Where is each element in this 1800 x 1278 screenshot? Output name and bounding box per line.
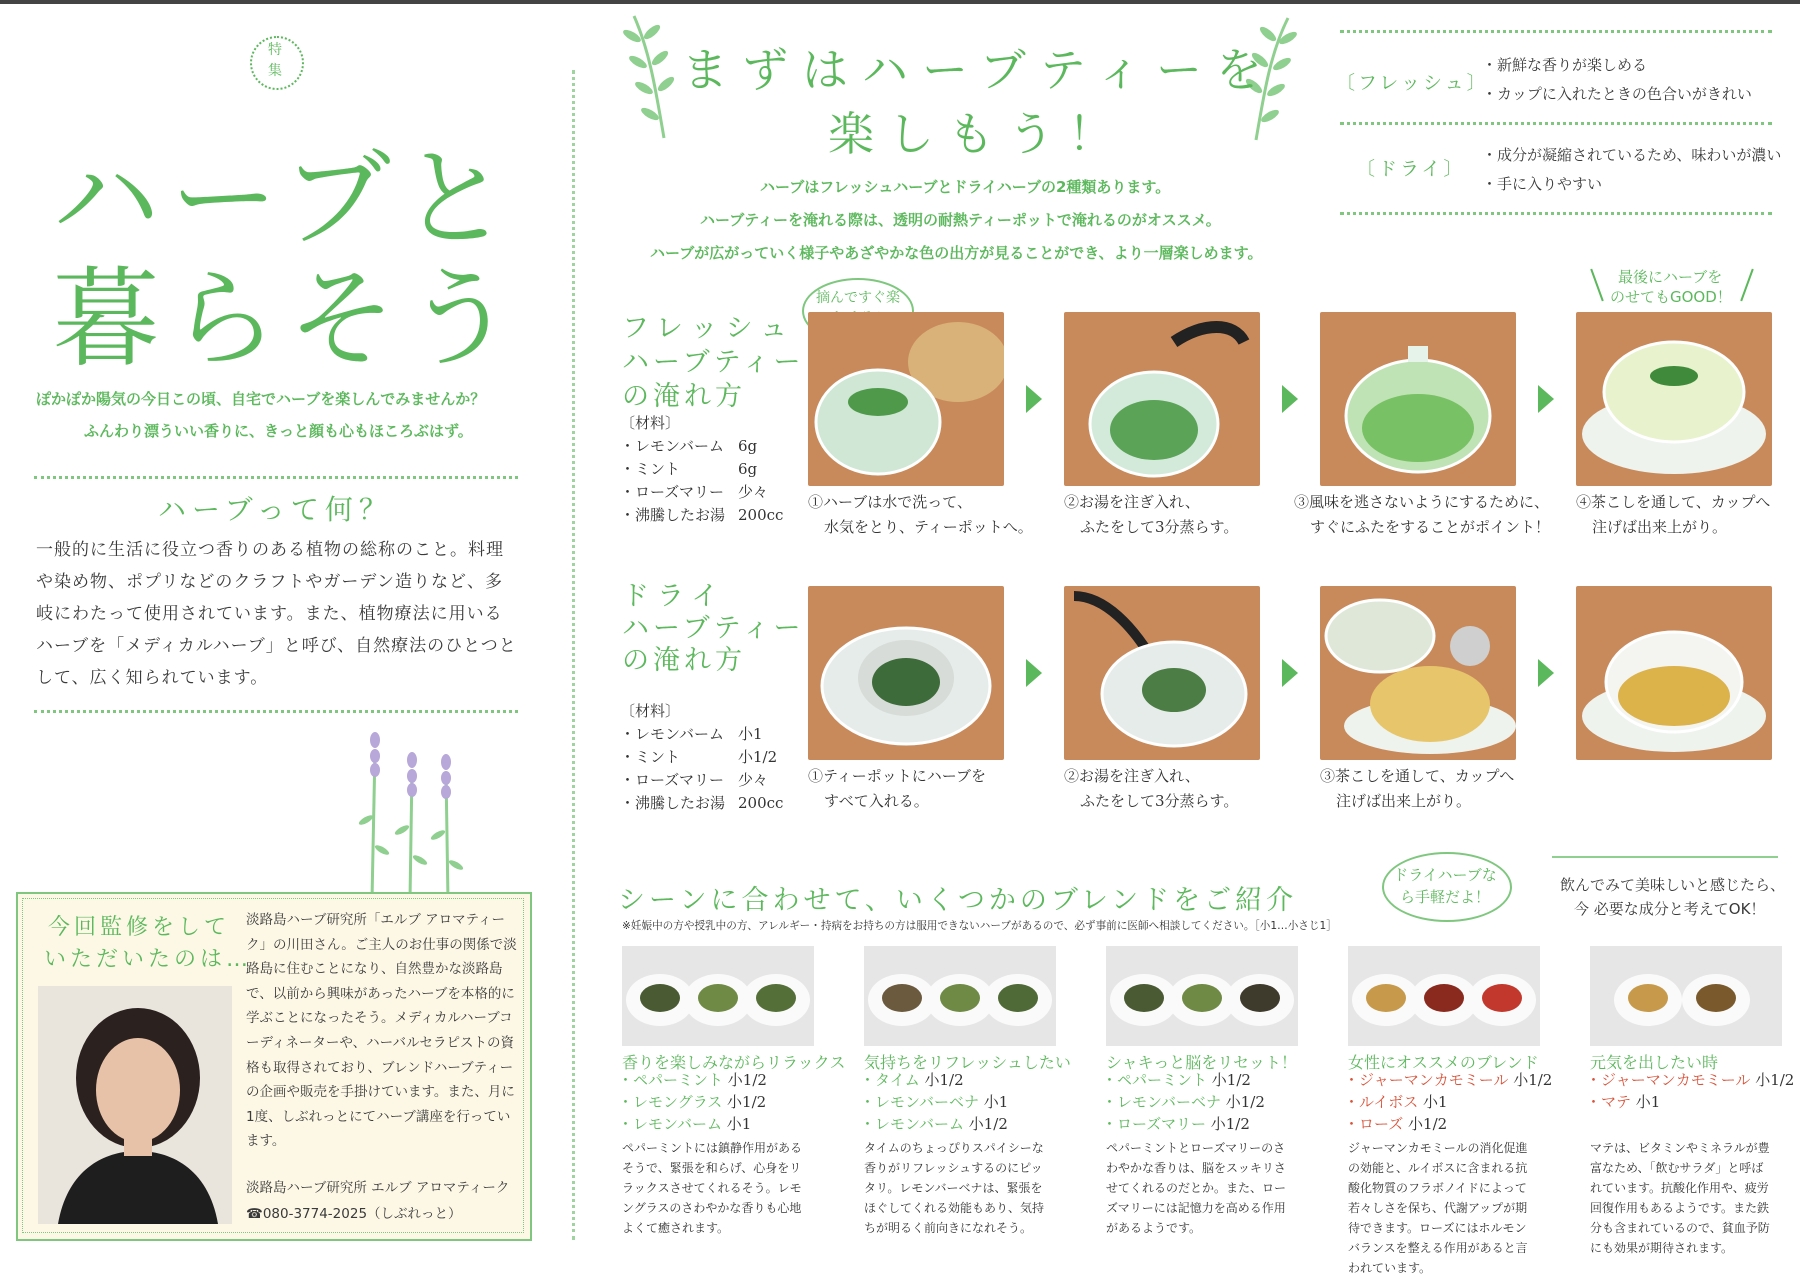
caption-line: すぐにふたをすることがポイント！ bbox=[1310, 518, 1551, 536]
dry-type-label: 〔ドライ〕 bbox=[1356, 158, 1466, 180]
blend4-title: 女性にオススメのブレンド bbox=[1348, 1053, 1539, 1072]
lead-line2: ふんわり漂ういい香りに、きっと顔も心もほころぶはず。 bbox=[84, 422, 473, 440]
materials-label: 〔材料〕 bbox=[620, 702, 681, 720]
tip-top-rule bbox=[1552, 856, 1778, 858]
main-title-line2: 暮らそう bbox=[52, 257, 525, 382]
dry-section-title-line2: ハーブティー bbox=[622, 613, 805, 644]
types-mid-divider bbox=[1340, 122, 1772, 125]
herb-line: ・ペパーミント 小1/2 bbox=[618, 1071, 767, 1089]
blend1-photo bbox=[622, 946, 814, 1046]
herb-line: ・ローズ 小1/2 bbox=[1344, 1115, 1448, 1133]
types-top-divider bbox=[1340, 30, 1772, 33]
blend3-herbs bbox=[1102, 1069, 1265, 1135]
material-item: ・沸騰したお湯 200cc bbox=[620, 506, 784, 524]
step-arrow-icon bbox=[1026, 659, 1042, 687]
dry-step2-caption bbox=[1064, 764, 1238, 814]
blend1-title: 香りを楽しみながらリラックス bbox=[622, 1053, 846, 1072]
fresh-step3-photo bbox=[1320, 312, 1516, 486]
dry-step4-photo bbox=[1576, 586, 1772, 760]
blend4-herbs bbox=[1344, 1069, 1552, 1135]
fresh-step2-photo bbox=[1064, 312, 1260, 486]
fresh-type-point2: ・カップに入れたときの色合いがきれい bbox=[1482, 85, 1752, 103]
fresh-materials bbox=[620, 412, 790, 527]
blend4-description: ジャーマンカモミールの消化促進の効能と、ルイボスに含まれる抗酸化物質のフラボノイドによって若々しさを保ち、代謝アップが期待できます。ローズにはホルモンバランスを整える作用があると言われています。 bbox=[1348, 1141, 1528, 1275]
material-item: ・レモンバーム 小1 bbox=[620, 725, 763, 743]
caption-line: ③茶こしを通して、カップへ bbox=[1320, 767, 1515, 785]
fresh-type-point1: ・新鮮な香りが楽しめる bbox=[1482, 56, 1648, 74]
fresh-step4-photo bbox=[1576, 312, 1772, 486]
material-item: ・沸騰したお湯 200cc bbox=[620, 794, 784, 812]
herb-line: ・ジャーマンカモミール 小1/2 bbox=[1586, 1071, 1795, 1089]
blend4-photo bbox=[1348, 946, 1540, 1046]
step-arrow-icon bbox=[1538, 659, 1554, 687]
dry-type-point2: ・手に入りやすい bbox=[1482, 175, 1603, 193]
blend1-herbs bbox=[618, 1069, 767, 1135]
blend1-description: ペパーミントには鎮静作用があるそうで、緊張を和らげ、心身をリラックスさせてくれるそう。レモングラスのさわやかな香りも心地よくて癒されます。 bbox=[622, 1141, 803, 1235]
blend2-photo bbox=[864, 946, 1056, 1046]
divider bbox=[34, 476, 518, 479]
herb-line: ・ペパーミント 小1/2 bbox=[1102, 1071, 1251, 1089]
blend5-herbs bbox=[1586, 1069, 1794, 1113]
blend3-photo bbox=[1106, 946, 1298, 1046]
dry-materials bbox=[620, 700, 790, 815]
tip-line2: 今 必要な成分と考えてOK！ bbox=[1574, 900, 1766, 918]
herb-line: ・ルイボス 小1 bbox=[1344, 1093, 1448, 1111]
step-arrow-icon bbox=[1282, 659, 1298, 687]
caption-line: 注げば出来上がり。 bbox=[1592, 518, 1728, 536]
herb-sprig-left-icon bbox=[620, 12, 680, 142]
blend2-herbs bbox=[860, 1069, 1008, 1135]
fresh-type-label: 〔フレッシュ〕 bbox=[1336, 72, 1489, 94]
dry-step2-photo bbox=[1064, 586, 1260, 760]
profile-photo bbox=[38, 986, 232, 1224]
dry-section-title-line1: ドライ bbox=[622, 581, 727, 612]
material-item: ・ミント 6g bbox=[620, 460, 758, 478]
herb-line: ・レモンバーム 小1/2 bbox=[860, 1115, 1008, 1133]
blend5-title: 元気を出したい時 bbox=[1590, 1053, 1719, 1072]
herb-line: ・ローズマリー 小1/2 bbox=[1102, 1115, 1250, 1133]
column-divider bbox=[572, 70, 575, 1240]
blend5-description: マテは、ビタミンやミネラルが豊富なため、「飲むサラダ」と呼ばれています。抗酸化作用や、疲労回復作用もあるようです。また鉄分も含まれているので、貧血予防にも効果が期待されます。 bbox=[1590, 1141, 1770, 1255]
fresh-callout-line1: 最後にハーブを bbox=[1618, 268, 1723, 286]
blends-heading: シーンに合わせて、いくつかのブレンドをご紹介 bbox=[618, 885, 1298, 916]
fresh-step4-caption bbox=[1576, 490, 1770, 540]
fresh-section-title-line1: フレッシュ bbox=[622, 313, 796, 344]
header-title-line2: 楽しもう！ bbox=[828, 107, 1128, 161]
caption-line: すべて入れる。 bbox=[824, 792, 929, 810]
caption-line: 水気をとり、ティーポットへ。 bbox=[824, 518, 1033, 536]
header-title-line1: まずはハーブティーを bbox=[682, 43, 1277, 97]
divider bbox=[34, 710, 518, 713]
lead-line1: ぽかぽか陽気の今日この頃、自宅でハーブを楽しんでみませんか？ bbox=[36, 390, 486, 408]
tip-line1: 飲んでみて美味しいと感じたら、 bbox=[1560, 876, 1786, 894]
step-arrow-icon bbox=[1282, 385, 1298, 413]
types-bottom-divider bbox=[1340, 212, 1772, 215]
step-arrow-icon bbox=[1026, 385, 1042, 413]
caption-line: ④茶こしを通して、カップへ bbox=[1576, 493, 1771, 511]
herb-line: ・レモングラス 小1/2 bbox=[618, 1093, 767, 1111]
fresh-step3-caption bbox=[1294, 490, 1550, 540]
fresh-step2-caption bbox=[1064, 490, 1238, 540]
herb-line: ・レモンバーベナ 小1 bbox=[860, 1093, 1009, 1111]
profile-body: 淡路島ハーブ研究所「エルブ アロマティーク」の川田さん。ご主人のお仕事の関係で淡路島に住むことになり、自然豊かな淡路島で、以前から興味があったハーブを本格的に学ぶことになったそう。メディカルハーブコーディネーターや、ハーバルセラピストの資格も取得されており、ブレンドハーブティーの企画や販売を手掛けています。また、月に1度、しぶれっとにてハーブ講座を行っています。 bbox=[246, 912, 517, 1150]
material-item: ・ローズマリー 少々 bbox=[620, 771, 769, 789]
dry-type-point1: ・成分が凝縮されているため、味わいが濃い bbox=[1482, 146, 1782, 164]
lavender-illustration bbox=[350, 730, 470, 900]
material-item: ・ミント 小1/2 bbox=[620, 748, 778, 766]
caption-line: ふたをして3分蒸らす。 bbox=[1080, 792, 1239, 810]
caption-line: ②お湯を注ぎ入れ、 bbox=[1064, 767, 1200, 785]
caption-line: 注げば出来上がり。 bbox=[1336, 792, 1472, 810]
intro-line3: ハーブが広がっていく様子やあざやかな色の出方が見ることができ、より一層楽しめます。 bbox=[650, 244, 1263, 262]
fresh-bubble-text: 摘んですぐ楽 bbox=[816, 290, 900, 306]
intro-line1: ハーブはフレッシュハーブとドライハーブの2種類あります。 bbox=[760, 178, 1171, 196]
main-title-line1: ハーブと bbox=[52, 137, 519, 262]
blend5-photo bbox=[1590, 946, 1782, 1046]
fresh-step1-photo bbox=[808, 312, 1004, 486]
blend3-title: シャキっと脳をリセット！ bbox=[1106, 1053, 1298, 1072]
blends-bubble-text: ドライハーブなら手軽だよ！ bbox=[1393, 866, 1497, 906]
what-body: 一般的に生活に役立つ香りのある植物の総称のこと。料理や染め物、ポプリなどのクラフトやガーデン造りなど、多岐にわたって使用されています。また、植物療法に用いるハーブを「メディカルハーブ」と呼び、自然療法のひとつとして、広く知られています。 bbox=[36, 540, 517, 688]
what-heading: ハーブって何？ bbox=[158, 493, 393, 526]
fresh-callout-line2: のせてもGOOD！ bbox=[1610, 288, 1732, 306]
fresh-section-title-line3: の淹れ方 bbox=[622, 381, 746, 412]
materials-label: 〔材料〕 bbox=[620, 414, 681, 432]
blend2-description: タイムのちょっぴりスパイシーな香りがリフレッシュするのにピッタリ。レモンバーベナは、緊張をほぐしてくれる効能もあり、気持ちが明るく前向きになれそう。 bbox=[864, 1141, 1045, 1235]
caption-line: ③風味を逃さないようにするために、 bbox=[1294, 493, 1550, 511]
profile-phone: ☎080-3774-2025（しぶれっと） bbox=[246, 1206, 462, 1222]
herb-line: ・タイム 小1/2 bbox=[860, 1071, 964, 1089]
profile-org: 淡路島ハーブ研究所 エルブ アロマティーク bbox=[246, 1180, 510, 1196]
herb-line: ・レモンバーム 小1 bbox=[618, 1115, 752, 1133]
caption-line: ①ティーポットにハーブを bbox=[808, 767, 987, 785]
top-rule bbox=[0, 0, 1800, 4]
caption-line: ふたをして3分蒸らす。 bbox=[1080, 518, 1239, 536]
caption-line: ②お湯を注ぎ入れ、 bbox=[1064, 493, 1200, 511]
dry-step1-photo bbox=[808, 586, 1004, 760]
blends-note: ※妊娠中の方や授乳中の方、アレルギー・持病をお持ちの方は服用できないハーブがあるので、必ず事前に医師へ相談してください。［小1…小さじ1］ bbox=[622, 920, 1337, 932]
herb-line: ・マテ 小1 bbox=[1586, 1093, 1661, 1111]
step-arrow-icon bbox=[1538, 385, 1554, 413]
dry-step3-caption bbox=[1320, 764, 1514, 814]
dry-step1-caption bbox=[808, 764, 986, 814]
feature-badge-text: 特集 bbox=[268, 42, 282, 79]
blend2-title: 気持ちをリフレッシュしたい bbox=[864, 1053, 1071, 1072]
herb-line: ・レモンバーベナ 小1/2 bbox=[1102, 1093, 1265, 1111]
material-item: ・ローズマリー 少々 bbox=[620, 483, 769, 501]
profile-heading-line2: いただいたのは… bbox=[44, 947, 253, 972]
intro-line2: ハーブティーを淹れる際は、透明の耐熱ティーポットで淹れるのがオススメ。 bbox=[700, 211, 1221, 229]
fresh-step1-caption bbox=[808, 490, 1033, 540]
blend3-description: ペパーミントとローズマリーのさわやかな香りは、脳をスッキリさせてくれるのだとか。また、ローズマリーには記憶力を高める作用があるようです。 bbox=[1106, 1141, 1287, 1235]
herb-line: ・ジャーマンカモミール 小1/2 bbox=[1344, 1071, 1553, 1089]
profile-heading-line1: 今回監修をして bbox=[48, 915, 231, 940]
caption-line: ①ハーブは水で洗って、 bbox=[808, 493, 972, 511]
callout-mark-right bbox=[1740, 269, 1754, 302]
material-item: ・レモンバーム 6g bbox=[620, 437, 758, 455]
dry-section-title-line3: の淹れ方 bbox=[622, 645, 746, 676]
fresh-section-title-line2: ハーブティー bbox=[622, 347, 805, 378]
callout-mark-left bbox=[1590, 269, 1604, 302]
dry-step3-photo bbox=[1320, 586, 1516, 760]
